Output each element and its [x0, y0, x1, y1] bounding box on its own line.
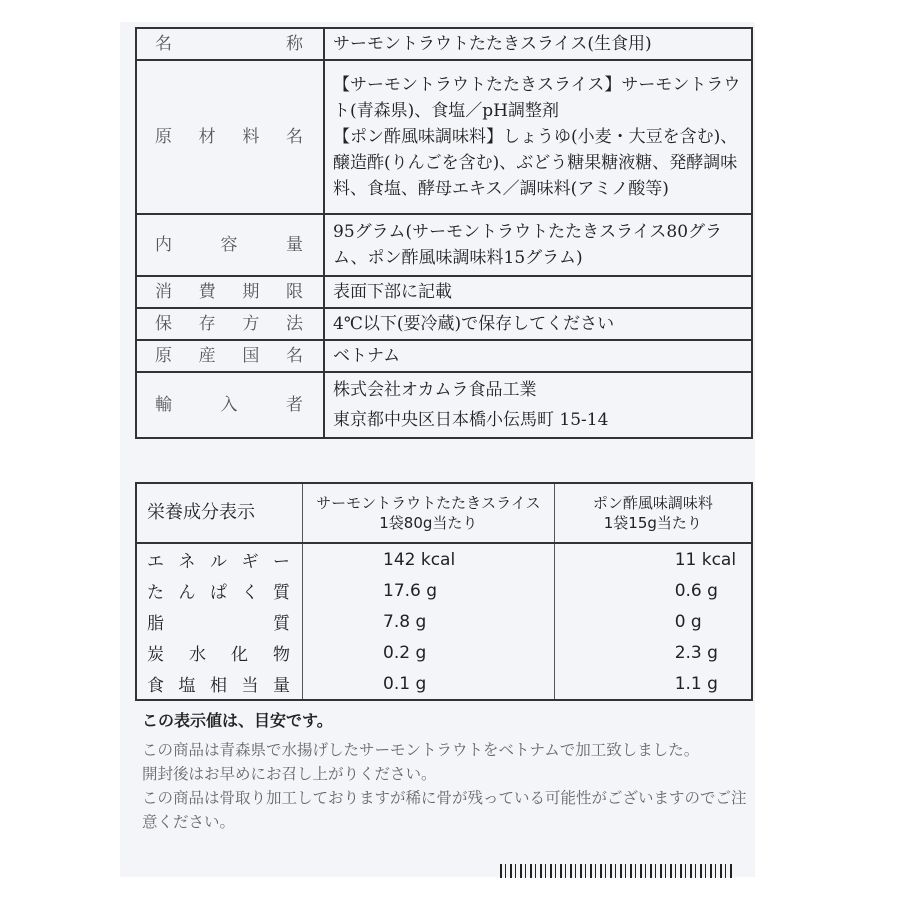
- nutrition-value-2: 2.3 g: [554, 637, 752, 668]
- notes-block: [142, 738, 752, 834]
- info-head-importer: 輸入者: [136, 372, 324, 438]
- info-row-importer: [136, 372, 752, 438]
- note-bone-warning: この商品は骨取り加工しておりますが稀に骨が残っている可能性がございますのでご注意ください。: [142, 789, 747, 831]
- nutrition-value-1: 0.1 g: [303, 668, 555, 700]
- note-processing: この商品は青森県で水揚げしたサーモントラウトをベトナムで加工致しました。: [142, 741, 700, 759]
- info-row-origin: [136, 340, 752, 372]
- nutrition-label: エネルギー: [136, 543, 303, 575]
- info-head-expiry: 消費期限: [136, 276, 324, 308]
- nutrition-row-salt: [136, 668, 752, 700]
- estimate-note: この表示値は、目安です。: [142, 711, 333, 730]
- nutrition-value-1: 7.8 g: [303, 606, 555, 637]
- nutrition-title: 栄養成分表示: [136, 483, 303, 543]
- nutrition-value-2: 0 g: [554, 606, 752, 637]
- product-info-table: [135, 27, 753, 439]
- nutrition-row-protein: [136, 575, 752, 606]
- nutrition-label: 脂 質: [136, 606, 303, 637]
- info-row-content: [136, 214, 752, 276]
- info-value-storage: 4℃以下(要冷蔵)で保存してください: [324, 308, 752, 340]
- nutrition-table: [135, 482, 753, 701]
- nutrition-row-fat: [136, 606, 752, 637]
- info-value-expiry: 表面下部に記載: [324, 276, 752, 308]
- nutrition-row-energy: [136, 543, 752, 575]
- info-row-name: [136, 28, 752, 60]
- nutrition-col2-header: ポン酢風味調味料 1袋15g当たり: [554, 483, 752, 543]
- nutrition-label: 食塩相当量: [136, 668, 303, 700]
- info-head-ingredients: 原材料名: [136, 60, 324, 214]
- info-value-name: サーモントラウトたたきスライス(生食用): [324, 28, 752, 60]
- info-value-origin: ベトナム: [324, 340, 752, 372]
- nutrition-value-2: 0.6 g: [554, 575, 752, 606]
- nutrition-value-1: 0.2 g: [303, 637, 555, 668]
- info-head-origin: 原産国名: [136, 340, 324, 372]
- nutrition-value-1: 17.6 g: [303, 575, 555, 606]
- note-after-opening: 開封後はお早めにお召し上がりください。: [142, 765, 437, 783]
- info-value-importer: 株式会社オカムラ食品工業 東京都中央区日本橋小伝馬町 15-14: [324, 372, 752, 438]
- barcode-strip: [500, 864, 735, 878]
- info-head-storage: 保存方法: [136, 308, 324, 340]
- info-head-content: 内容量: [136, 214, 324, 276]
- nutrition-label: 炭水化物: [136, 637, 303, 668]
- nutrition-value-2: 1.1 g: [554, 668, 752, 700]
- nutrition-row-carbs: [136, 637, 752, 668]
- info-head-name: 名 称: [136, 28, 324, 60]
- info-row-expiry: [136, 276, 752, 308]
- nutrition-col1-header: サーモントラウトたたきスライス 1袋80g当たり: [303, 483, 555, 543]
- info-value-content: 95グラム(サーモントラウトたたきスライス80グラム、ポン酢風味調味料15グラム): [324, 214, 752, 276]
- nutrition-value-2: 11 kcal: [554, 543, 752, 575]
- info-value-ingredients: 【サーモントラウトたたきスライス】サーモントラウト(青森県)、食塩／pH調整剤 【ポン酢風味調味料】しょうゆ(小麦・大豆を含む)、醸造酢(りんごを含む)、ぶどう糖果糖液糖、発酵調味料、食塩、酵母エキス／調味料(アミノ酸等): [324, 60, 752, 214]
- info-row-storage: [136, 308, 752, 340]
- nutrition-label: たんぱく質: [136, 575, 303, 606]
- nutrition-header-row: [136, 483, 752, 543]
- nutrition-value-1: 142 kcal: [303, 543, 555, 575]
- info-row-ingredients: [136, 60, 752, 214]
